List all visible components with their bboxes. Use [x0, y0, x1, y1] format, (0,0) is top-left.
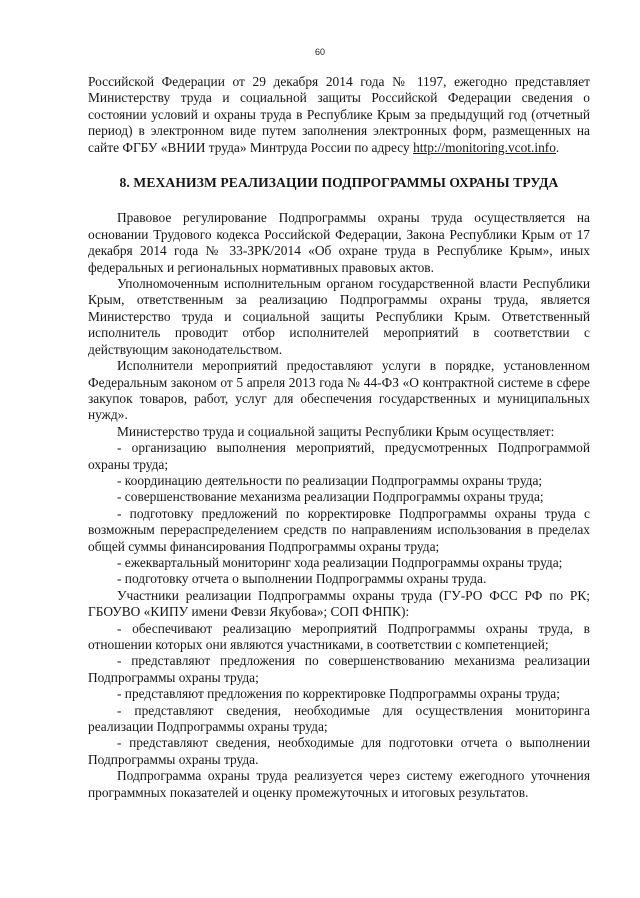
- paragraph-executors: Исполнители мероприятий предоставляют услуги в порядке, установленном Федеральным законом от 5 апреля 2013 года № 44-ФЗ «О контрактной системе в сфере закупок товаров, работ, услуг для обеспечения государственных и муниципальных нужд».: [88, 358, 590, 423]
- paragraph-legal-basis: Правовое регулирование Подпрограммы охраны труда осуществляется на основании Трудового кодекса Российской Федерации, Закона Республики Крым от 17 декабря 2014 года № 33-ЗРК/2014 «Об охране труда в Республике Крым», иных федеральных и региональных нормативных правовых актов.: [88, 210, 590, 275]
- intro-text: Российской Федерации от 29 декабря 2014 года № 1197, ежегодно представляет Министерству труда и социальной защиты Российской Федерации сведения о состоянии условий и охраны труда в Республике Крым за предыдущий год (отчетный период) в электронном виде путем заполнения электронных форм, размещенных на сайте ФГБУ «ВНИИ труда» Минтруда России по адресу: [88, 74, 590, 155]
- paragraph-ministry-duties: Министерство труда и социальной защиты Республики Крым осуществляет:: [117, 423, 555, 439]
- list-item: - координацию деятельности по реализации Подпрограммы охраны труда;: [117, 472, 543, 488]
- list-item: - представляют сведения, необходимые для осуществления мониторинга реализации Подпрограммы охраны труда;: [88, 702, 590, 735]
- list-item: - подготовку отчета о выполнении Подпрограммы охраны труда.: [117, 571, 487, 587]
- paragraph-authorized-body: Уполномоченным исполнительным органом государственной власти Республики Крым, ответственным за реализацию Подпрограммы охраны труда, является Министерство труда и социальной защиты Республики Крым. Ответственный исполнитель проводит отбор исполнителей мероприятий в соответствии с действующим законодательством.: [88, 276, 590, 357]
- paragraph-participants: Участники реализации Подпрограммы охраны труда (ГУ-РО ФСС РФ по РК; ГБОУВО «КИПУ имени Февзи Якубова»; СОП ФНПК):: [88, 587, 590, 620]
- list-item: - организацию выполнения мероприятий, предусмотренных Подпрограммой охраны труда;: [88, 440, 590, 472]
- list-item: - совершенствование механизма реализации Подпрограммы охраны труда;: [117, 489, 544, 505]
- page-content: [88, 74, 590, 801]
- monitoring-url-link[interactable]: http://monitoring.vcot.info: [413, 139, 556, 155]
- paragraph-implementation: Подпрограмма охраны труда реализуется через систему ежегодного уточнения программных показателей и оценку промежуточных и итоговых результатов.: [88, 768, 590, 800]
- list-item: - представляют предложения по совершенствованию механизма реализации Подпрограммы охраны труда;: [88, 653, 590, 685]
- intro-paragraph: [88, 74, 590, 156]
- list-item: - подготовку предложений по корректировке Подпрограммы охраны труда с возможным перераспределением средств по направлениям использования в пределах общей суммы финансирования Подпрограммы охраны труда;: [88, 505, 590, 554]
- list-item: - представляют сведения, необходимые для подготовки отчета о выполнении Подпрограммы охраны труда.: [88, 735, 590, 767]
- list-item: - обеспечивают реализацию мероприятий Подпрограммы охраны труда, в отношении которых они являются участниками, в соответствии с компетенцией;: [88, 620, 590, 652]
- page-number: 60: [314, 47, 325, 57]
- list-item: - представляют предложения по корректировке Подпрограммы охраны труда;: [117, 686, 560, 702]
- section-title: 8. МЕХАНИЗМ РЕАЛИЗАЦИИ ПОДПРОГРАММЫ ОХРАНЫ ТРУДА: [119, 175, 559, 191]
- intro-tail: .: [555, 139, 560, 155]
- list-item: - ежеквартальный мониторинг хода реализации Подпрограммы охраны труда;: [117, 554, 563, 570]
